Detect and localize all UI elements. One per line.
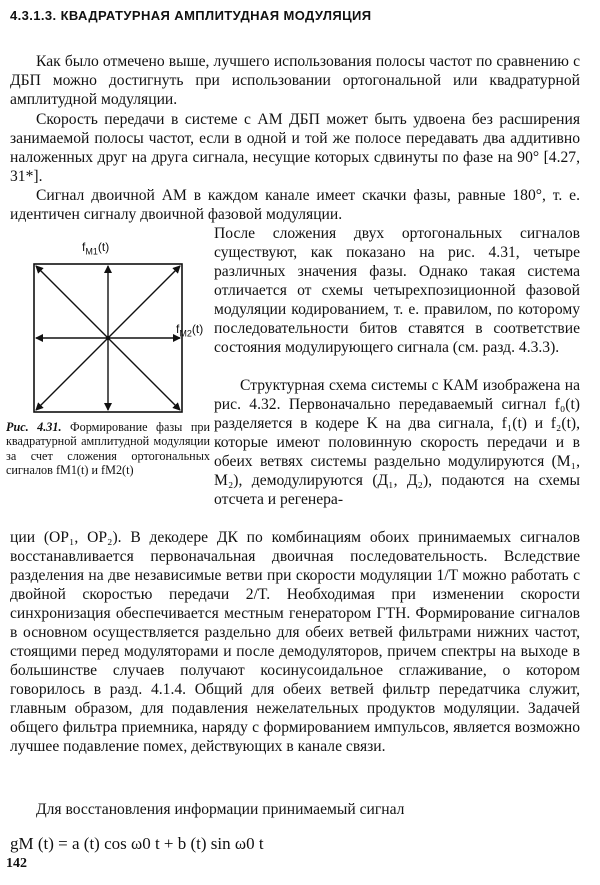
label-fm2: $f_{M2}(t)$ bbox=[176, 322, 204, 339]
section-heading: 4.3.1.3. КВАДРАТУРНАЯ АМПЛИТУДНАЯ МОДУЛЯЦИЯ bbox=[10, 8, 372, 23]
page-number: 142 bbox=[6, 856, 27, 871]
label-fm1: $f_{M1}(t)$ bbox=[82, 240, 110, 257]
vector-phase-3 bbox=[36, 338, 108, 410]
origin-point bbox=[106, 336, 110, 340]
paragraph-4a: Структурная схема системы с КАМ изображена на рис. 4.32. Первоначально передаваемый сигнал f₀(t) разделяется в кодере K на два сигнала, f₁(t) и f₂(t), которые имеют половинную скорость передачи и в обеих ветвях системы раздельно модулируются (M₁, M₂), демодулируются (Д₁, Д₂), подаются на схемы отсчета и регенера- bbox=[214, 377, 580, 508]
vector-phase-4 bbox=[108, 338, 180, 410]
figure-caption-label: Рис. 4.31. bbox=[6, 420, 62, 434]
paragraph-3a: Сигнал двоичной АМ в каждом канале имеет скачки фазы, равные 180°, т. е. идентичен сигналу двоичной фазовой модуляции. bbox=[10, 187, 580, 223]
figure-4-31 bbox=[8, 238, 214, 420]
figure-caption bbox=[6, 420, 210, 478]
signal-formula: gM (t) = a (t) cos ω0 t + b (t) sin ω0 t bbox=[10, 834, 264, 853]
paragraph-3b: После сложения двух ортогональных сигналов существуют, как показано на рис. 4.31, четыре различных значения фазы. Однако такая система отличается от схемы четырехпозиционной фазовой модуляции кодированием, т. е. правилом, по которому последовательности битов ставятся в соответствие состояния модулирующего сигнала (см. разд. 4.3.3). bbox=[214, 225, 580, 356]
vector-phase-2 bbox=[108, 266, 180, 338]
paragraph-1: Как было отмечено выше, лучшего использования полосы частот по сравнению с ДБП можно достигнуть при использовании ортогональной или квадратурной амплитудной модуляции. bbox=[10, 53, 580, 108]
paragraph-4b: ции (OP₁, OP₂). В декодере ДК по комбинациям обоих принимаемых сигналов восстанавливается первоначальная двоичная последовательность. Вследствие разделения на две независимые ветви при скорости модуляции 1/T можно работать с двойной скоростью передачи 2/T. Необходимая при изменении скорости синхронизация обеспечивается местным генератором ГТН. Формирование сигналов в основном осуществляется раздельно для обеих ветвей фильтрами нижних частот, стоящими перед модуляторами и после демодуляторов, причем спектры на выходе в большинстве случаев получают косинусоидальное сглаживание, о котором говорилось в разд. 4.1.4. Общий для обеих ветвей фильтр передатчика служит, главным образом, для подавления нежелательных продуктов модуляции. Задачей общего фильтра приемника, наряду с формированием импульсов, является возможно лучшее подавление помех, действующих в канале связи. bbox=[10, 529, 580, 755]
vector-phase-1 bbox=[36, 266, 108, 338]
paragraph-5: Для восстановления информации принимаемый сигнал bbox=[36, 801, 405, 818]
paragraph-2: Скорость передачи в системе с АМ ДБП может быть удвоена без расширения занимаемой полосы частот, если в одной и той же полосе передавать два аддитивно наложенных друг на друга сигнала, несущие которых сдвинуты по фазе на 90° [4.27, 31*]. bbox=[10, 111, 580, 185]
figure-caption-text: Формирование фазы при квадратурной амплитудной модуляции за счет сложения ортогональных сигналов fM1(t) и fM2(t) bbox=[6, 420, 210, 478]
